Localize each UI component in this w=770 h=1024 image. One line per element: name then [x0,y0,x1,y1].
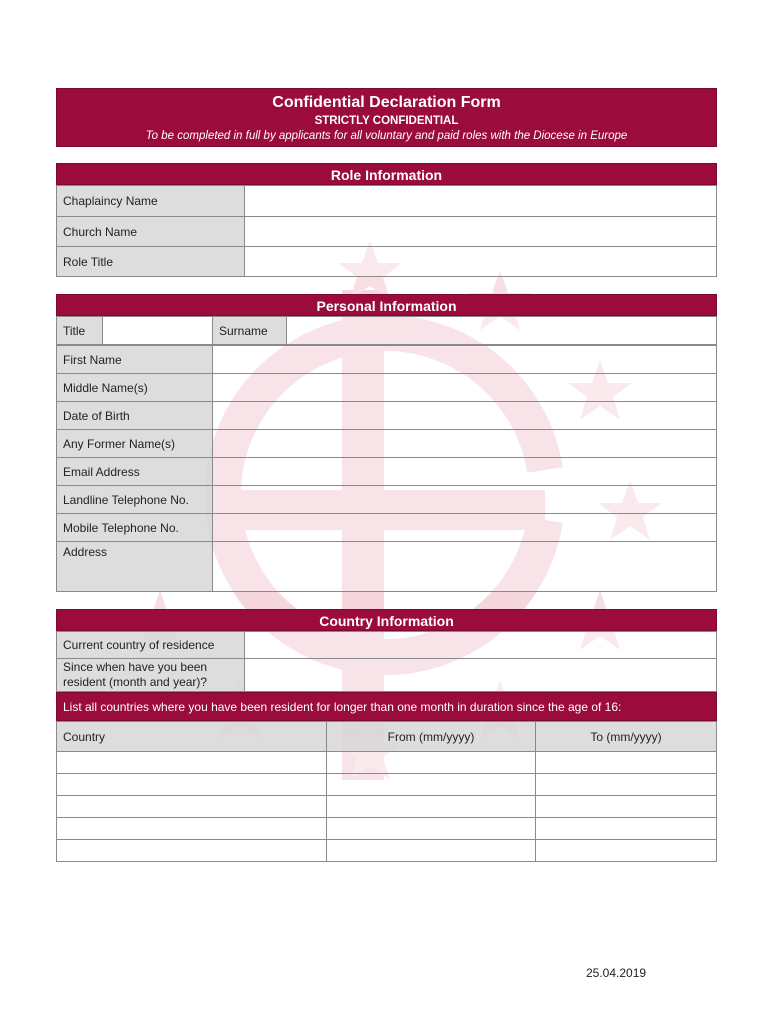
surname-field[interactable] [287,317,717,345]
country-cell[interactable] [57,752,327,774]
first-name-label: First Name [57,346,213,374]
church-name-field[interactable] [245,217,717,247]
church-name-label: Church Name [57,217,245,247]
residence-history-table [56,721,717,862]
to-cell[interactable] [536,818,717,840]
personal-section-heading: Personal Information [56,294,717,316]
chaplaincy-name-label: Chaplaincy Name [57,186,245,217]
to-column-header: To (mm/yyyy) [536,722,717,752]
chaplaincy-name-field[interactable] [245,186,717,217]
from-cell[interactable] [327,840,536,862]
confidentiality-label: STRICTLY CONFIDENTIAL [314,115,459,127]
country-cell[interactable] [57,840,327,862]
from-cell[interactable] [327,752,536,774]
table-row [57,840,717,862]
date-of-birth-label: Date of Birth [57,402,213,430]
to-cell[interactable] [536,774,717,796]
table-row [57,796,717,818]
current-country-label: Current country of residence [57,632,245,659]
table-row [57,818,717,840]
middle-names-label: Middle Name(s) [57,374,213,402]
former-names-label: Any Former Name(s) [57,430,213,458]
country-cell[interactable] [57,774,327,796]
resident-since-field[interactable] [245,659,717,692]
current-country-field[interactable] [245,632,717,659]
country-cell[interactable] [57,796,327,818]
personal-info-table [56,345,717,592]
mobile-field[interactable] [213,514,717,542]
address-label: Address [57,542,213,592]
form-page [56,88,717,862]
form-title: Confidential Declaration Form [272,94,501,111]
to-cell[interactable] [536,840,717,862]
to-cell[interactable] [536,796,717,818]
date-of-birth-field[interactable] [213,402,717,430]
form-title-block [56,88,717,147]
address-field[interactable] [213,542,717,592]
role-title-label: Role Title [57,247,245,277]
country-info-table [56,631,717,692]
residence-list-instruction: List all countries where you have been resident for longer than one month in duration since the age of 16: [56,692,717,721]
middle-names-field[interactable] [213,374,717,402]
first-name-field[interactable] [213,346,717,374]
title-label: Title [57,317,103,345]
role-title-field[interactable] [245,247,717,277]
surname-label: Surname [213,317,287,345]
from-cell[interactable] [327,774,536,796]
role-section-heading: Role Information [56,163,717,185]
country-cell[interactable] [57,818,327,840]
landline-label: Landline Telephone No. [57,486,213,514]
from-cell[interactable] [327,796,536,818]
table-row [57,774,717,796]
to-cell[interactable] [536,752,717,774]
landline-field[interactable] [213,486,717,514]
resident-since-label: Since when have you been resident (month and year)? [57,659,245,692]
email-address-label: Email Address [57,458,213,486]
form-instruction: To be completed in full by applicants for all voluntary and paid roles with the Diocese in Europe [145,130,628,142]
email-address-field[interactable] [213,458,717,486]
role-info-table [56,185,717,277]
mobile-label: Mobile Telephone No. [57,514,213,542]
table-row [57,752,717,774]
country-column-header: Country [57,722,327,752]
country-section-heading: Country Information [56,609,717,631]
former-names-field[interactable] [213,430,717,458]
from-column-header: From (mm/yyyy) [327,722,536,752]
title-field[interactable] [103,317,213,345]
personal-title-table [56,316,717,345]
revision-date: 25.04.2019 [586,966,647,980]
from-cell[interactable] [327,818,536,840]
